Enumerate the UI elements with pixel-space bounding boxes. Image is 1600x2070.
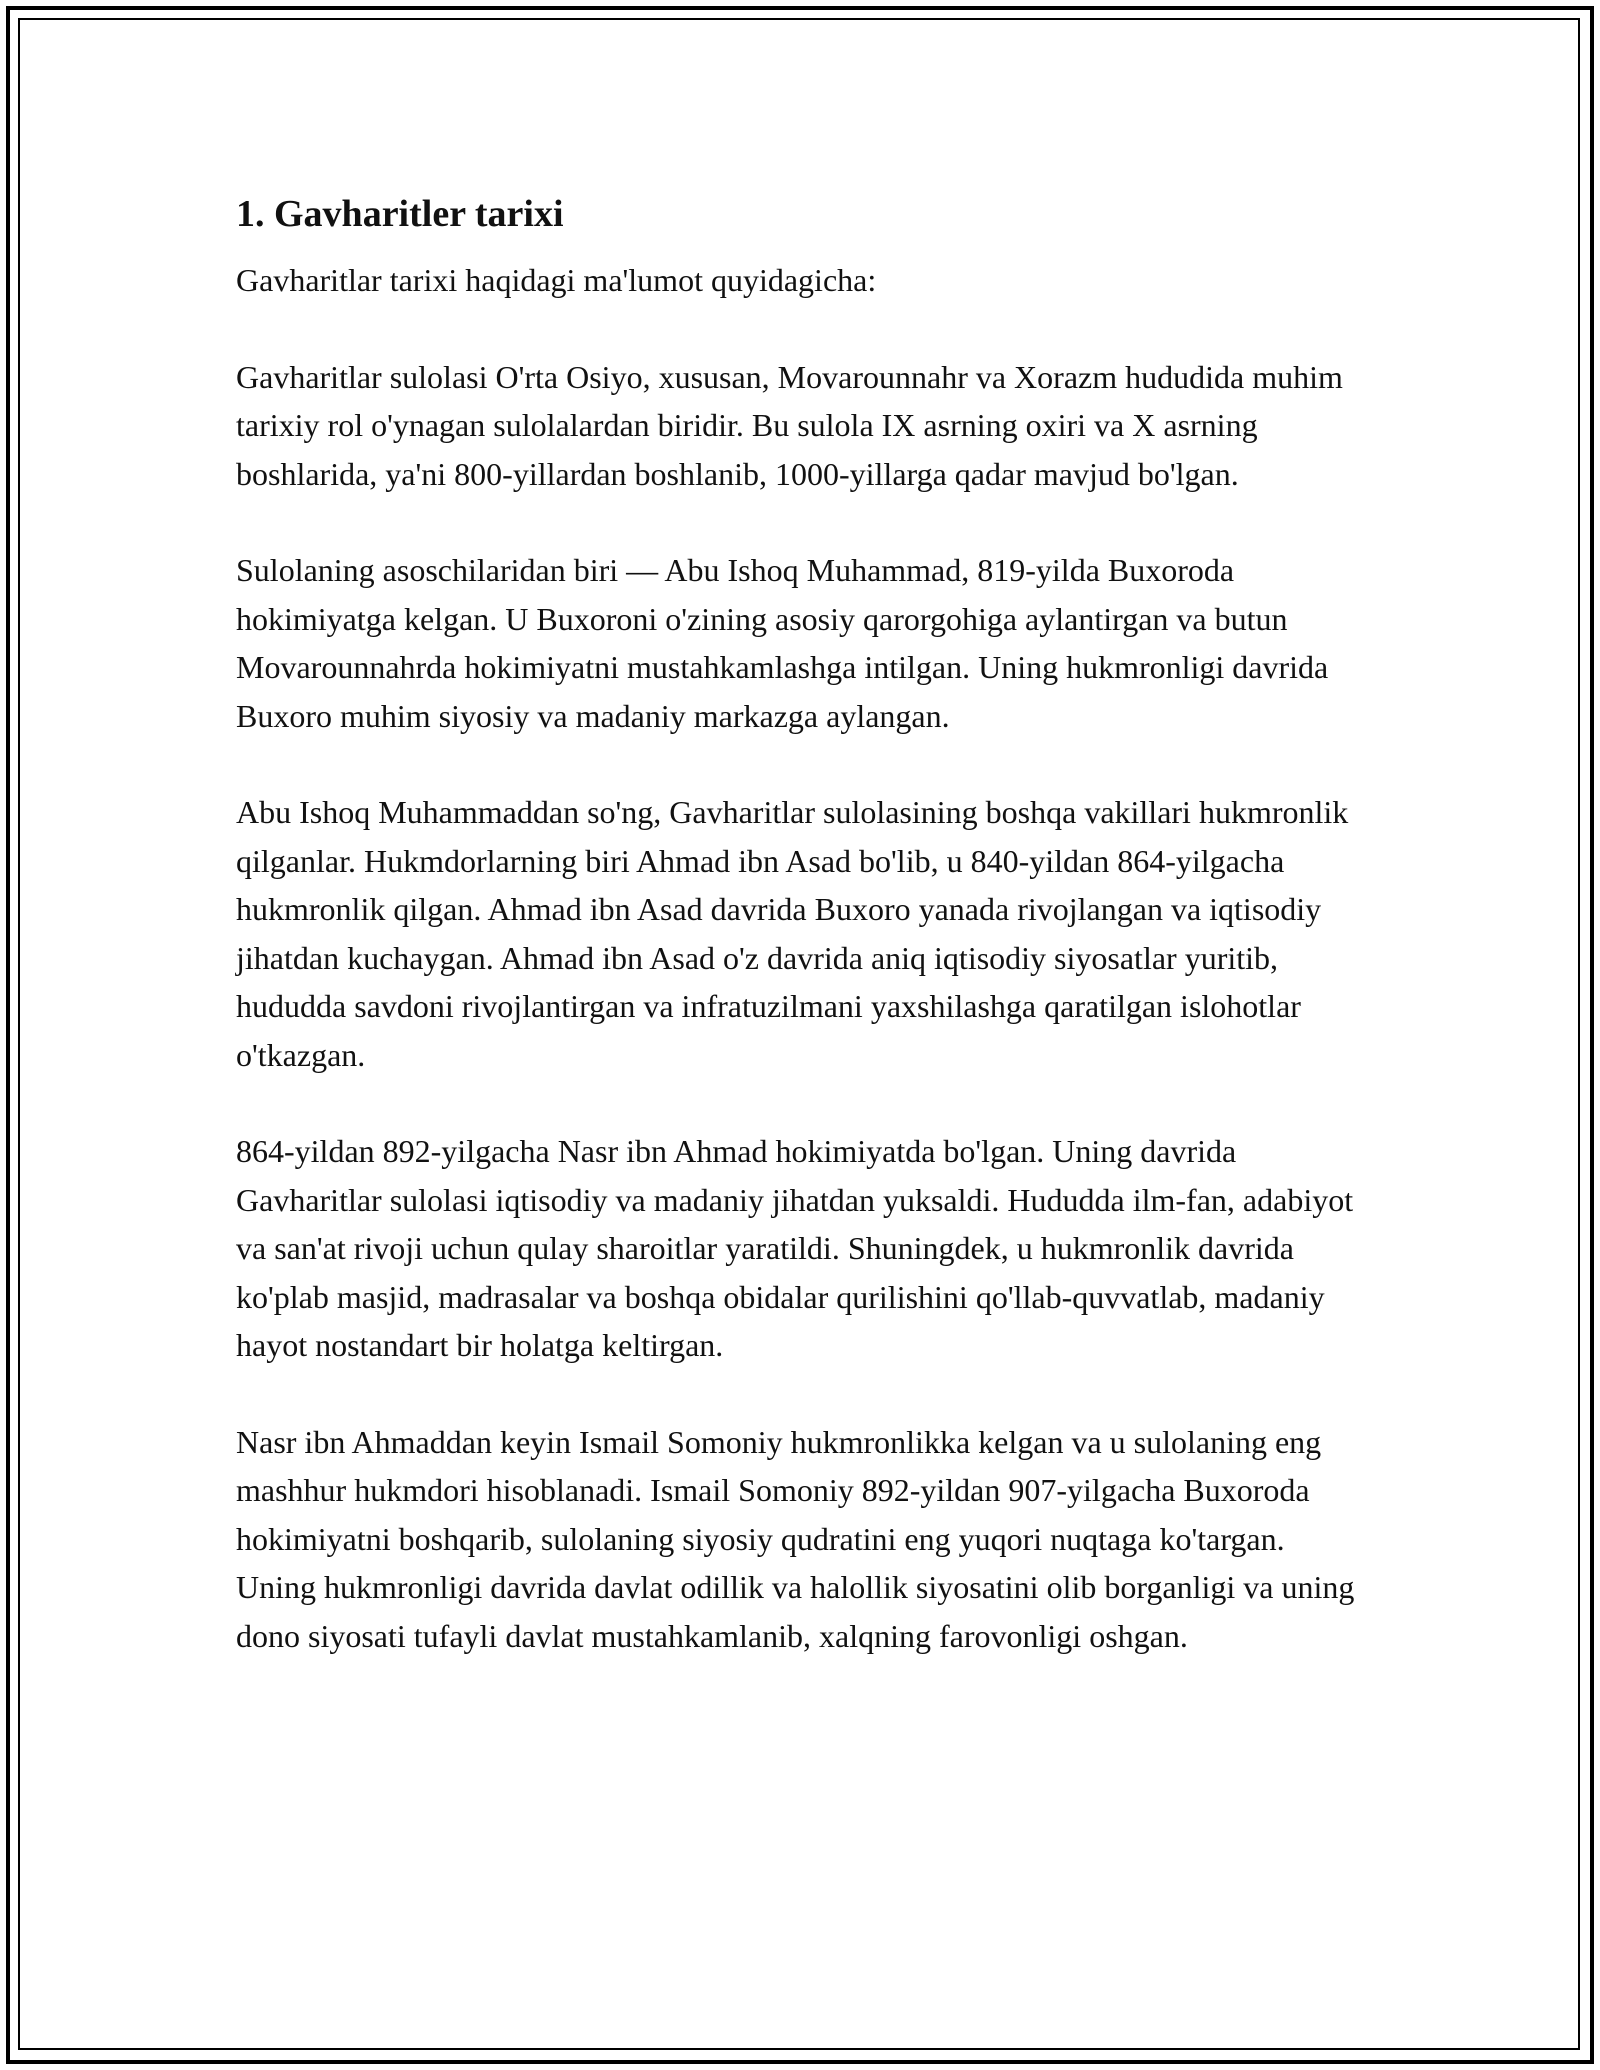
paragraph-2: Sulolaning asoschilaridan biri — Abu Ishoq Muhammad, 819-yilda Buxoroda hokimiyatga kelgan. U Buxoroni o'zining asosiy qarorgohiga aylantirgan va butun Movarounnahrda hokimiyatni mustahkamlashga intilgan. Uning hukmronligi davrida Buxoro muhim siyosiy va madaniy markazga aylangan. — [236, 552, 1329, 734]
paragraph-3: Abu Ishoq Muhammaddan so'ng, Gavharitlar sulolasining boshqa vakillari hukmronlik qilganlar. Hukmdorlarning biri Ahmad ibn Asad bo'lib, u 840-yildan 864-yilgacha hukmronlik qilgan. Ahmad ibn Asad davrida Buxoro yanada rivojlangan va iqtisodiy jihatdan kuchaygan. Ahmad ibn Asad o'z davrida aniq iqtisodiy siyosatlar yuritib, hududda savdoni rivojlantirgan va infratuzilmani yaxshilashga qaratilgan islohotlar o'tkazgan. — [236, 794, 1349, 1073]
document-body — [236, 186, 1366, 1708]
paragraph-1: Gavharitlar sulolasi O'rta Osiyo, xususan, Movarounnahr va Xorazm hududida muhim tarixiy rol o'ynagan sulolalardan biridir. Bu sulola IX asrning oxiri va X asrning boshlarida, ya'ni 800-yillardan boshlanib, 1000-yillarga qadar mavjud bo'lgan. — [236, 358, 1343, 492]
intro-paragraph: Gavharitlar tarixi haqidagi ma'lumot quyidagicha: — [236, 262, 877, 298]
paragraph-5: Nasr ibn Ahmaddan keyin Ismail Somoniy hukmronlikka kelgan va u sulolaning eng mashhur hukmdori hisoblanadi. Ismail Somoniy 892-yildan 907-yilgacha Buxoroda hokimiyatni boshqarib, sulolaning siyosiy qudratini eng yuqori nuqtaga ko'targan. Uning hukmronligi davrida davlat odillik va halollik siyosatini olib borganligi va uning dono siyosati tufayli davlat mustahkamlanib, xalqning farovonligi oshgan. — [236, 1423, 1355, 1654]
section-heading: 1. Gavharitler tarixi — [236, 193, 564, 235]
paragraph-4: 864-yildan 892-yilgacha Nasr ibn Ahmad hokimiyatda bo'lgan. Uning davrida Gavharitlar sulolasi iqtisodiy va madaniy jihatdan yuksaldi. Hududda ilm-fan, adabiyot va san'at rivoji uchun qulay sharoitlar yaratildi. Shuningdek, u hukmronlik davrida ko'plab masjid, madrasalar va boshqa obidalar qurilishini qo'llab-quvvatlab, madaniy hayot nostandart bir holatga keltirgan. — [236, 1133, 1354, 1363]
